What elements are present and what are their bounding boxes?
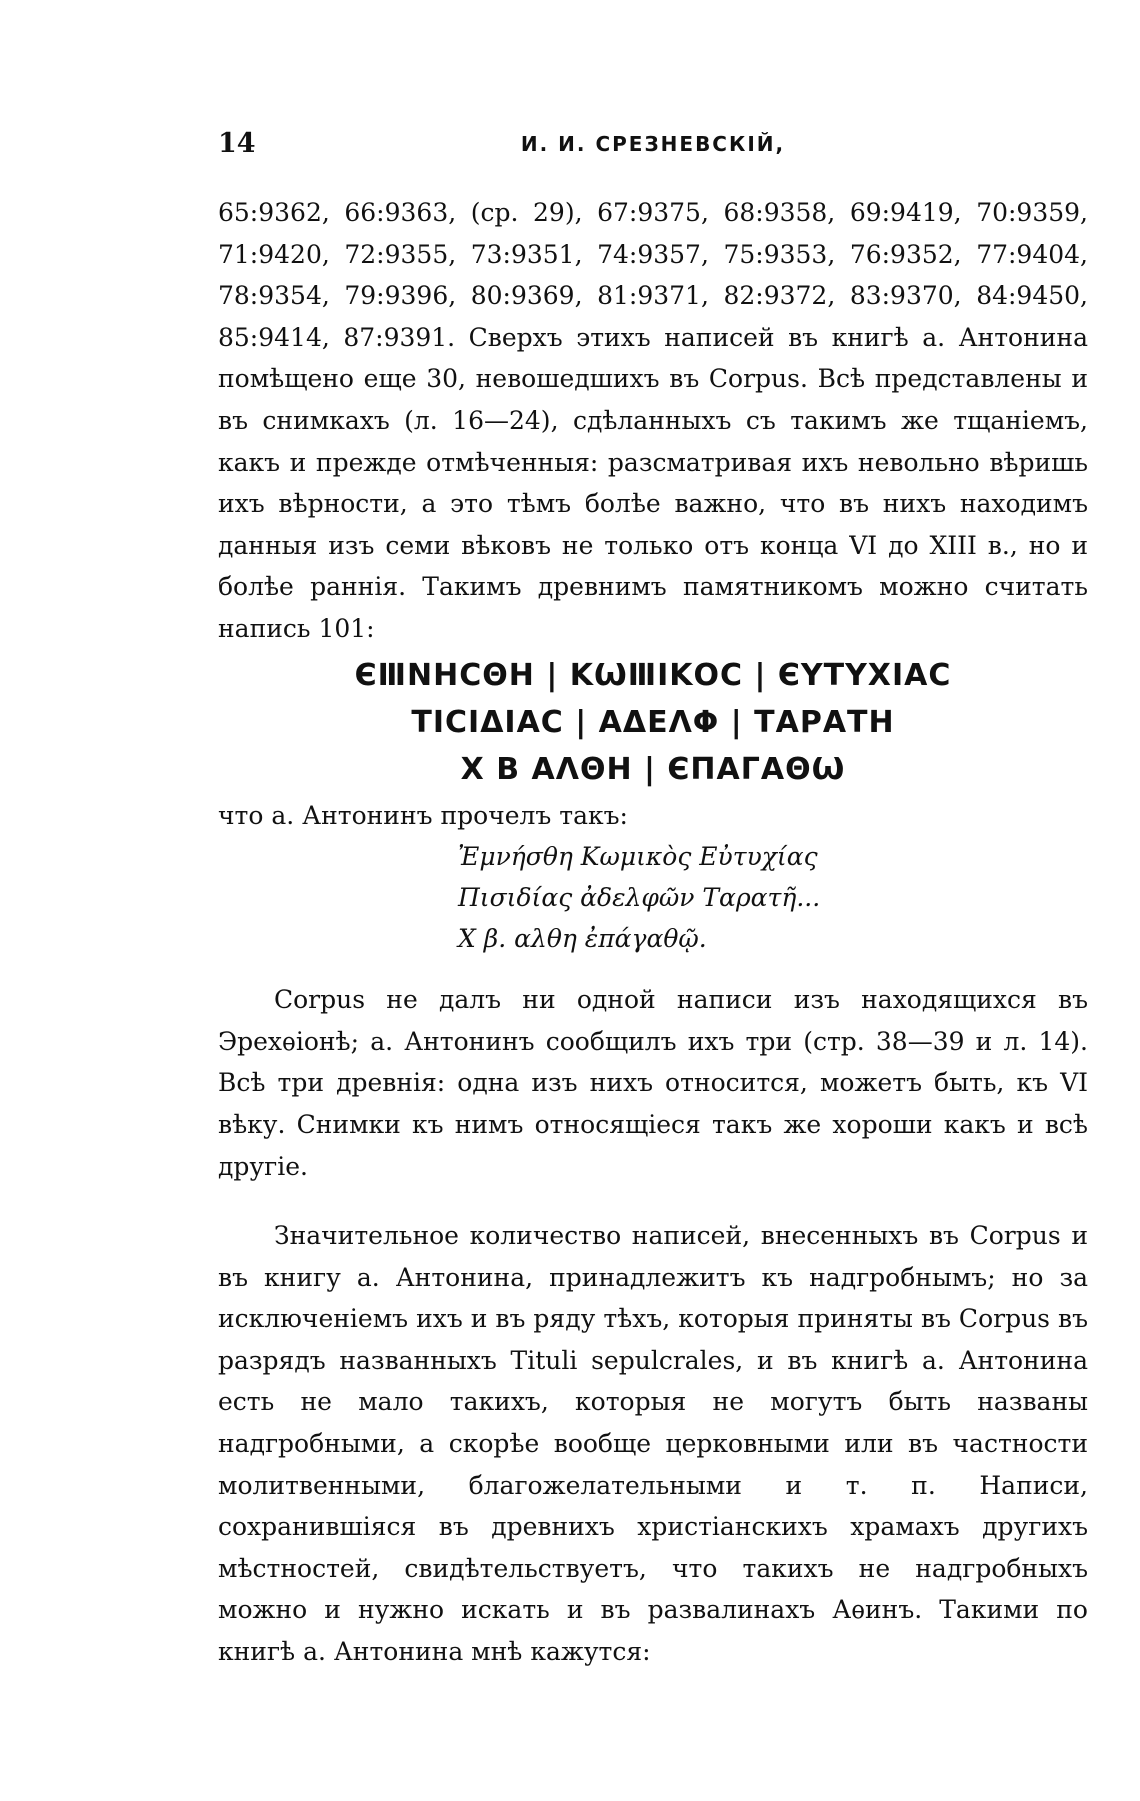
paragraph-1: 65:9362, 66:9363, (ср. 29), 67:9375, 68:9358, 69:9419, 70:9359, 71:9420, 72:9355, 73:9351, 74:9357, 75:9353, 76:9352, 77:9404, 78:9354, 79:9396, 80:9369, 81:9371, 82:9372, 83:9370, 84:9450, 85:9414, 87:9391. Сверхъ этихъ написей въ книгѣ а. Антонина помѣщено еще 30, невошедшихъ въ Corpus. Всѣ представлены и въ снимкахъ (л. 16—24), сдѣланныхъ съ такимъ же тщанiемъ, какъ и прежде отмѣченныя: разсматривая ихъ невольно вѣришь ихъ вѣрности, а это тѣмъ болѣе важно, что въ нихъ находимъ данныя изъ семи вѣковъ не только отъ конца VI до XIII в., но и болѣе раннiя. Такимъ древнимъ памятникомъ можно считать напись 101: [218, 198, 1088, 643]
inscription-line-2: ΤΙCΙΔΙΑC | ΑΔΕΛΦ | ΤΑΡΑΤΗ [411, 704, 895, 740]
reading-line-2: Πισιδίας ἀδελφῶν Ταρατῆ... [458, 883, 821, 913]
page-number: 14 [218, 128, 256, 159]
paragraph-2: Corpus не далъ ни одной написи изъ находящихся въ Эрехѳiонѣ; а. Антонинъ сообщилъ ихъ три (стр. 38—39 и л. 14). Всѣ три древнiя: одна изъ нихъ относится, можетъ быть, къ VI вѣку. Снимки къ нимъ относящiеся такъ же хороши какъ и всѣ другiе. [218, 985, 1088, 1181]
inscription-line-1: ЄⅢΝΗCΘΗ | ΚѠⅢΙΚΟC | ЄΥΤΥΧΙΑC [354, 657, 952, 693]
inscription-line-3: Χ Β ΑΛΘΗ | ЄΠΑΓΑΘѠ [460, 751, 846, 787]
greek-reading [458, 836, 1088, 959]
reading-intro: что а. Антонинъ прочелъ такъ: [218, 800, 628, 830]
running-title: И. И. СРЕЗНЕВСКIЙ, [520, 132, 786, 156]
greek-inscription [218, 652, 1088, 793]
page-header [218, 128, 1088, 168]
reading-line-1: Ἐμνήσθη Κωμικὸς Εὐτυχίας [458, 842, 818, 872]
page [218, 128, 1088, 1673]
paragraph-3: Значительное количество написей, внесенныхъ въ Corpus и въ книгу а. Антонина, принадлежитъ къ надгробнымъ; но за исключенiемъ ихъ и въ ряду тѣхъ, которыя приняты въ Corpus въ разрядъ названныхъ Tituli sepulcrales, и въ книгѣ а. Антонина есть не мало такихъ, которыя не могутъ быть названы надгробными, а скорѣе вообще церковными или въ частности молитвенными, благожелательными и т. п. Написи, сохранившiяся въ древнихъ христiанскихъ храмахъ другихъ мѣстностей, свидѣтельствуетъ, что такихъ не надгробныхъ можно и нужно искать и въ развалинахъ Аѳинъ. Такими по книгѣ а. Антонина мнѣ кажутся: [218, 1221, 1088, 1667]
reading-line-3: Χ β. αλθη ἐπάγαθῷ. [458, 924, 707, 954]
